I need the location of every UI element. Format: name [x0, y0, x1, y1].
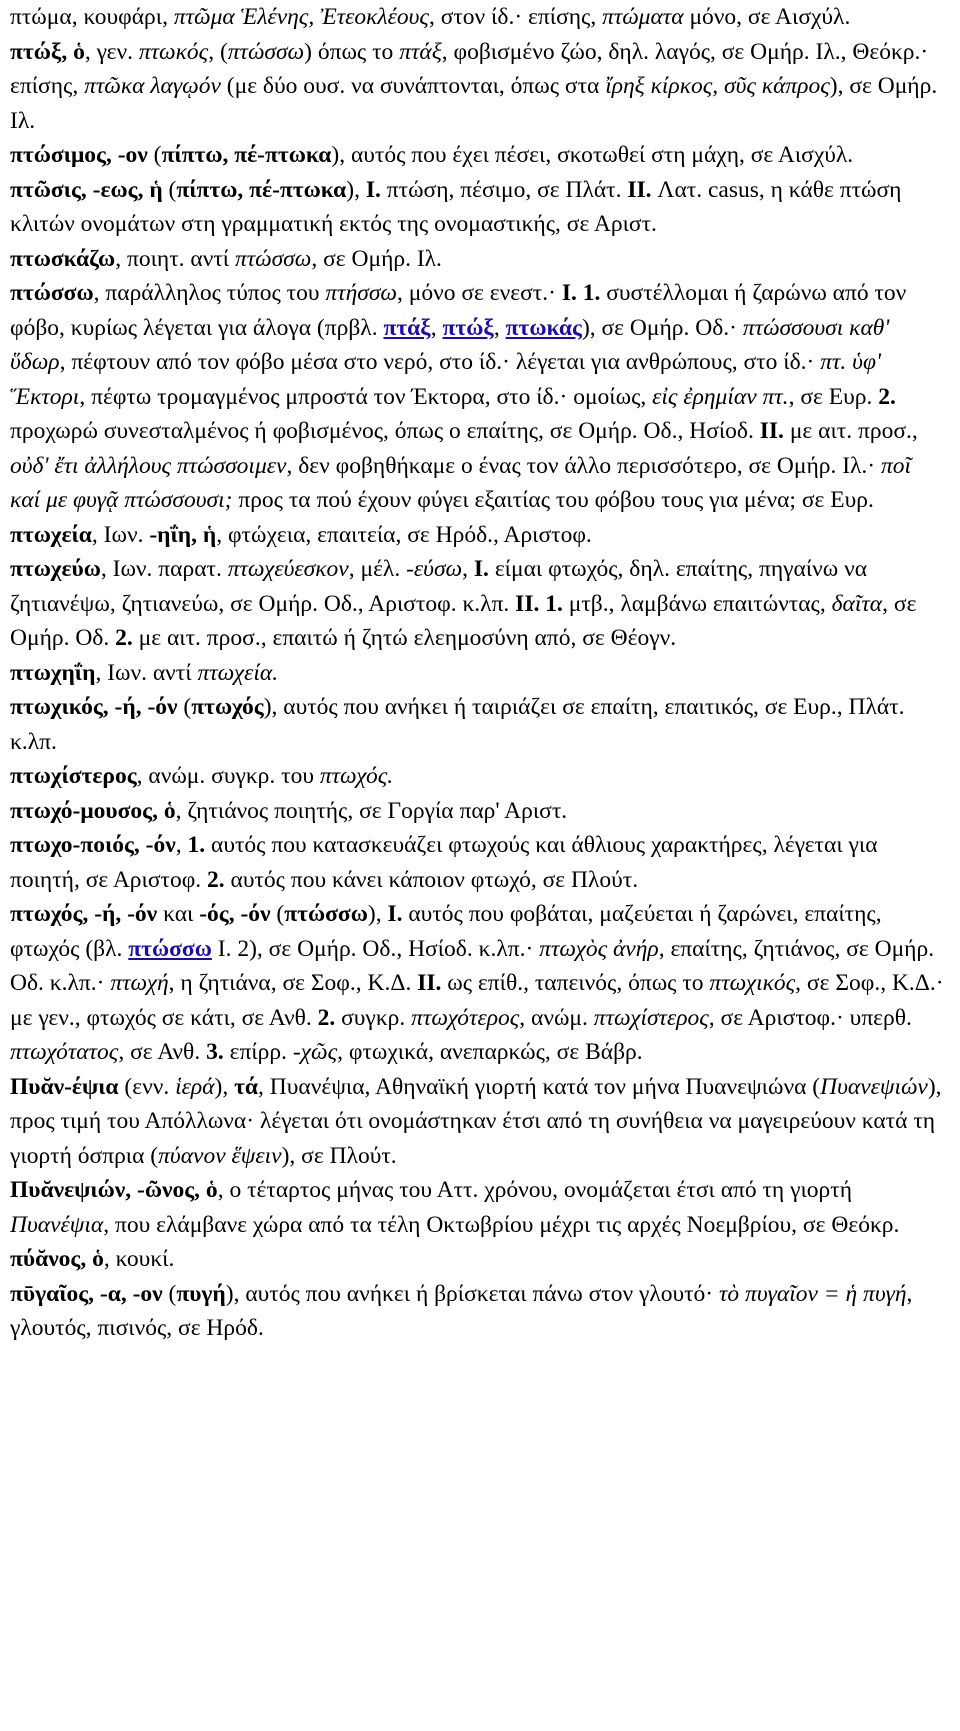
entry-text: , ο τέταρτος μήνας του Αττ. χρόνου, ονομάζεται έτσι από τη γιορτή	[217, 1177, 853, 1203]
bold-text: πτωχηΐη	[10, 659, 96, 686]
dictionary-entry	[10, 656, 946, 691]
entry-text: (	[177, 694, 192, 720]
entry-text: ), αυτός που έχει πέσει, σκοτωθεί στη μάχη, σε Αισχύλ.	[331, 142, 854, 168]
italic-text: πτωχεία.	[197, 659, 279, 686]
bold-text: II. 1.	[515, 590, 563, 617]
dictionary-entry	[10, 173, 946, 242]
italic-text: πτώσσω	[234, 245, 312, 272]
bold-text: -ός, -όν	[199, 901, 271, 927]
dictionary-entry	[10, 518, 946, 553]
entry-text: με αιτ. προσ., επαιτώ ή ζητώ ελεημοσύνη από, σε Θέογν.	[132, 625, 677, 651]
dictionary-entry	[10, 690, 946, 759]
entry-text: μτβ., λαμβάνω επαιτώντας,	[562, 590, 832, 617]
cross-reference-link[interactable]: πτωκάς	[505, 314, 582, 341]
entry-text: , σε Ομήρ. Ιλ.	[311, 245, 442, 272]
entry-text: μόνο, σε Αισχύλ.	[683, 4, 851, 30]
italic-text: πτωχότερος	[411, 1004, 520, 1031]
italic-text: πτωχικός	[709, 970, 796, 996]
dictionary-entry	[10, 794, 946, 829]
bold-text: II.	[417, 970, 442, 996]
italic-text: πτωχή	[110, 970, 169, 996]
entry-text: προχωρώ συνεσταλμένος ή φοβισμένος, όπως ο επαίτης, σε Ομήρ. Οδ., Ησίοδ.	[10, 418, 760, 444]
dictionary-entry	[10, 1173, 946, 1242]
bold-text: πτωχικός, -ή, -όν	[10, 694, 178, 720]
bold-text: τά	[234, 1073, 259, 1100]
entry-text: , κουκί.	[103, 1246, 175, 1272]
bold-text: 1.	[187, 832, 206, 858]
bold-text: πυγή	[176, 1280, 226, 1307]
entry-text: (ενν.	[118, 1073, 176, 1100]
entry-text: , ανώμ.	[519, 1004, 594, 1031]
italic-text: πτωχότατος	[10, 1039, 119, 1065]
italic-text: πτωχὸς ἀνήρ	[539, 935, 659, 962]
bold-text: πτωχεία	[10, 521, 92, 548]
entry-text: ως επίθ., ταπεινός, όπως το	[441, 970, 710, 996]
bold-text: 2.	[207, 866, 225, 893]
dictionary-entry	[10, 242, 946, 277]
bold-text: 2.	[115, 625, 133, 651]
italic-text: -εύσω	[406, 556, 463, 582]
entry-text: Λατ. casus, η κάθε πτώση κλιτών ονομάτων στη γραμματική εκτός της ονομαστικής, σε Αριστ.	[10, 176, 902, 237]
entry-text: , Ιων. παρατ.	[100, 556, 228, 582]
entry-text: , (	[208, 38, 228, 65]
entry-text: , δεν φοβηθήκαμε ο ένας τον άλλο περισσότερο, σε Ομήρ. Ιλ.·	[286, 452, 882, 479]
italic-text: πτωχεύεσκον	[227, 556, 349, 582]
bold-text: πτωχό-μουσος, ὁ	[10, 797, 176, 824]
entry-text: , Ιων.	[91, 521, 150, 548]
bold-text: πτωχός, -ή, -όν	[10, 901, 158, 927]
entry-text: ), αυτός που ανήκει ή βρίσκεται πάνω στον γλουτό·	[225, 1280, 720, 1307]
entry-text: , που ελάμβανε χώρα από τα τέλη Οκτωβρίου μέχρι τις αρχές Νοεμβρίου, σε Θεόκρ.	[103, 1211, 900, 1238]
bold-text: πτώσσω	[284, 901, 368, 927]
entry-text: ), σε Ομήρ. Ιλ.	[10, 73, 938, 134]
italic-text: πτ. ὑφ' Ἕκτορι	[10, 349, 881, 410]
entry-text: ,	[493, 314, 506, 341]
entry-text: ,	[462, 556, 474, 582]
bold-text: πτώσιμος, -ον	[10, 142, 148, 168]
cross-reference-link[interactable]: πτώξ	[442, 314, 494, 341]
italic-text: πύανον ἕψειν	[158, 1142, 282, 1169]
italic-text: πτάξ	[399, 38, 442, 65]
italic-text: πτῶμα Ἑλένης, Ἐτεοκλέους	[173, 4, 429, 30]
bold-text: πτωσκάζω	[10, 245, 116, 272]
entry-text: αυτός που φοβάται, μαζεύεται ή ζαρώνει, επαίτης, φτωχός (βλ.	[10, 901, 882, 962]
bold-text: πίπτω, πέ-πτωκα	[176, 176, 347, 203]
bold-text: I.	[365, 176, 381, 203]
entry-text: (με δύο ουσ. να συνάπτονται, όπως στα	[220, 73, 606, 99]
bold-text: πτωχίστερος	[10, 763, 137, 789]
entry-text: είμαι φτωχός, δηλ. επαίτης, πηγαίνω να ζητιανέψω, ζητιανεύω, σε Ομήρ. Οδ., Αριστοφ. κ.λπ.	[10, 556, 868, 617]
entry-text: αυτός που κατασκευάζει φτωχούς και άθλιους χαρακτήρες, λέγεται για ποιητή, σε Αριστοφ.	[10, 832, 878, 893]
bold-text: πτωχο-ποιός, -όν	[10, 832, 176, 858]
entry-text: , σε Σοφ., Κ.Δ.· με γεν., φτωχός σε κάτι, σε Ανθ.	[10, 970, 944, 1031]
entry-text: πτώση, πέσιμο, σε Πλάτ.	[380, 176, 628, 203]
bold-text: I.	[387, 901, 403, 927]
dictionary-entry	[10, 1277, 946, 1346]
bold-text: πτώσσω	[10, 280, 94, 306]
entry-text: , Ιων. αντί	[95, 659, 198, 686]
entry-text: , ζητιάνος ποιητής, σε Γοργία παρ' Αριστ.	[175, 797, 568, 824]
entry-text: , ποιητ. αντί	[115, 245, 235, 272]
entry-text: (	[162, 176, 177, 203]
entry-text: ),	[214, 1073, 235, 1100]
dictionary-entry	[10, 1242, 946, 1277]
entry-text: , σε Ομήρ. Οδ.	[10, 590, 917, 651]
cross-reference-link[interactable]: πτάξ	[383, 314, 431, 341]
italic-text: Πυανεψιών	[820, 1073, 928, 1100]
entry-text: , Πυανέψια, Αθηναϊκή γιορτή κατά τον μήνα Πυανεψιώνα (	[258, 1073, 821, 1100]
entry-text: , στον ίδ.· επίσης,	[428, 4, 603, 30]
entry-text: , ανώμ. συγκρ. του	[136, 763, 320, 789]
bold-text: 2.	[878, 383, 896, 410]
italic-text: πτωχίστερος	[593, 1004, 709, 1031]
entry-text: ,	[430, 314, 443, 341]
dictionary-entry	[10, 138, 946, 173]
bold-text: -ηΐη, ἡ	[149, 521, 217, 548]
dictionary-entry	[10, 1070, 946, 1174]
entry-text: ), αυτός που ανήκει ή ταιριάζει σε επαίτη, επαιτικός, σε Ευρ., Πλάτ. κ.λπ.	[10, 694, 905, 755]
entry-text: , σε Αριστοφ.· υπερθ.	[708, 1004, 912, 1031]
bold-text: Πυᾰνεψιών, -ῶνος, ὁ	[10, 1177, 218, 1203]
italic-text: -χῶς	[292, 1039, 338, 1065]
bold-text: I.	[473, 556, 489, 582]
bold-text: Πυᾰν-έψια	[10, 1073, 119, 1100]
entry-text: (	[270, 901, 285, 927]
dictionary-entry	[10, 276, 946, 518]
dictionary-entry	[10, 552, 946, 656]
entry-text: ,	[175, 832, 188, 858]
entry-text: , γεν.	[84, 38, 139, 65]
dictionary-entry	[10, 897, 946, 1070]
italic-text: πτωκός	[138, 38, 209, 65]
entry-text: , πέφτω τρομαγμένος μπροστά τον Έκτορα, στο ίδ.· ομοίως,	[79, 383, 653, 410]
entry-text: ), σε Ομήρ. Οδ.·	[581, 314, 743, 341]
dictionary-entry	[10, 759, 946, 794]
bold-text: 2.	[317, 1004, 336, 1031]
entry-text: (	[147, 142, 162, 168]
entry-text: (	[162, 1280, 177, 1307]
entry-text: , παράλληλος τύπος του	[93, 280, 326, 306]
italic-text: ἴρηξ κίρκος, σῦς κάπρος	[605, 73, 830, 99]
entry-text: I. 2), σε Ομήρ. Οδ., Ησίοδ. κ.λπ.·	[211, 935, 540, 962]
entry-text: αυτός που κάνει κάποιον φτωχό, σε Πλούτ.	[224, 866, 639, 893]
entry-text: ),	[346, 176, 366, 203]
entry-text: ), προς τιμή του Απόλλωνα· λέγεται ότι ονομάστηκαν έτσι από τη συνήθεια να μαγειρεύουν κατά τη γιορτή όσπρια (	[10, 1073, 942, 1169]
bold-text: πτῶσις, -εως, ἡ	[10, 176, 163, 203]
entry-text: , σε Ευρ.	[788, 383, 879, 410]
italic-text: πτῶκα λαγῳόν	[84, 73, 221, 99]
dictionary-entry	[10, 828, 946, 897]
entry-text: , μόνο σε ενεστ.·	[397, 280, 562, 306]
bold-text: πίπτω, πέ-πτωκα	[161, 142, 332, 168]
bold-text: II.	[759, 418, 784, 444]
dictionary-entry	[10, 35, 946, 139]
bold-text: πύᾰνος, ὁ	[10, 1246, 104, 1272]
italic-text: δαῖτα	[831, 590, 883, 617]
entry-text: , σε Ανθ.	[118, 1039, 207, 1065]
bold-text: πτωχός	[191, 694, 264, 720]
bold-text: πῡγαῖος, -α, -ον	[10, 1280, 163, 1307]
entry-text: επίρρ.	[223, 1039, 293, 1065]
entry-text: και	[157, 901, 200, 927]
entry-text: πτώμα, κουφάρι,	[10, 4, 174, 30]
italic-text: πτώσσω	[227, 38, 305, 65]
bold-text: II.	[627, 176, 652, 203]
entry-text: , επαίτης, ζητιάνος, σε Ομήρ. Οδ. κ.λπ.·	[10, 935, 935, 996]
entry-text: συγκρ.	[335, 1004, 412, 1031]
italic-text: οὐδ' ἔτι ἀλλήλους πτώσσοιμεν	[10, 452, 287, 479]
italic-text: πτώσσουσι καθ' ὕδωρ	[10, 314, 890, 375]
italic-text: πτώματα	[602, 4, 684, 30]
italic-text: Πυανέψια	[10, 1211, 104, 1238]
italic-text: ἱερά	[175, 1073, 215, 1100]
entry-text: , πέφτουν από τον φόβο μέσα στο νερό, στο ίδ.· λέγεται για ανθρώπους, στο ίδ.·	[59, 349, 821, 375]
italic-text: τὸ πυγαῖον = ἡ πυγή	[719, 1280, 907, 1307]
cross-reference-link[interactable]: πτώσσω	[128, 935, 212, 962]
entry-text: ), σε Πλούτ.	[281, 1142, 397, 1169]
bold-text: πτωχεύω	[10, 556, 101, 582]
entry-text: ),	[367, 901, 388, 927]
entry-text: , μέλ.	[348, 556, 407, 582]
italic-text: πτήσσω	[325, 280, 398, 306]
entry-text: με αιτ. προσ.,	[783, 418, 918, 444]
bold-text: πτώξ, ὁ	[10, 38, 85, 65]
entry-text: , η ζητιάνα, σε Σοφ., Κ.Δ.	[168, 970, 418, 996]
entry-text: συστέλλομαι ή ζαρώνω από τον φόβο, κυρίως λέγεται για άλογα (πρβλ.	[10, 280, 907, 341]
entry-text: προς τα πού έχουν φύγει εξαιτίας του φόβου τους για μένα; σε Ευρ.	[232, 487, 874, 513]
italic-text: ποῖ καί με φυγᾷ πτώσσουσι;	[10, 452, 912, 513]
entry-text: , φοβισμένο ζώο, δηλ. λαγός, σε Ομήρ. Ιλ., Θεόκρ.· επίσης,	[10, 38, 929, 99]
bold-text: I. 1.	[561, 280, 601, 306]
entry-text: , φτωχικά, ανεπαρκώς, σε Βάβρ.	[337, 1039, 643, 1065]
entry-text: , γλουτός, πισινός, σε Ηρόδ.	[10, 1280, 913, 1341]
italic-text: πτωχός.	[319, 763, 394, 789]
bold-text: 3.	[206, 1039, 224, 1065]
entry-text: ) όπως το	[304, 38, 400, 65]
entry-text: , φτώχεια, επαιτεία, σε Ηρόδ., Αριστοφ.	[216, 521, 592, 548]
dictionary-entry	[10, 0, 946, 35]
italic-text: εἰς ἐρημίαν πτ.	[652, 383, 789, 410]
